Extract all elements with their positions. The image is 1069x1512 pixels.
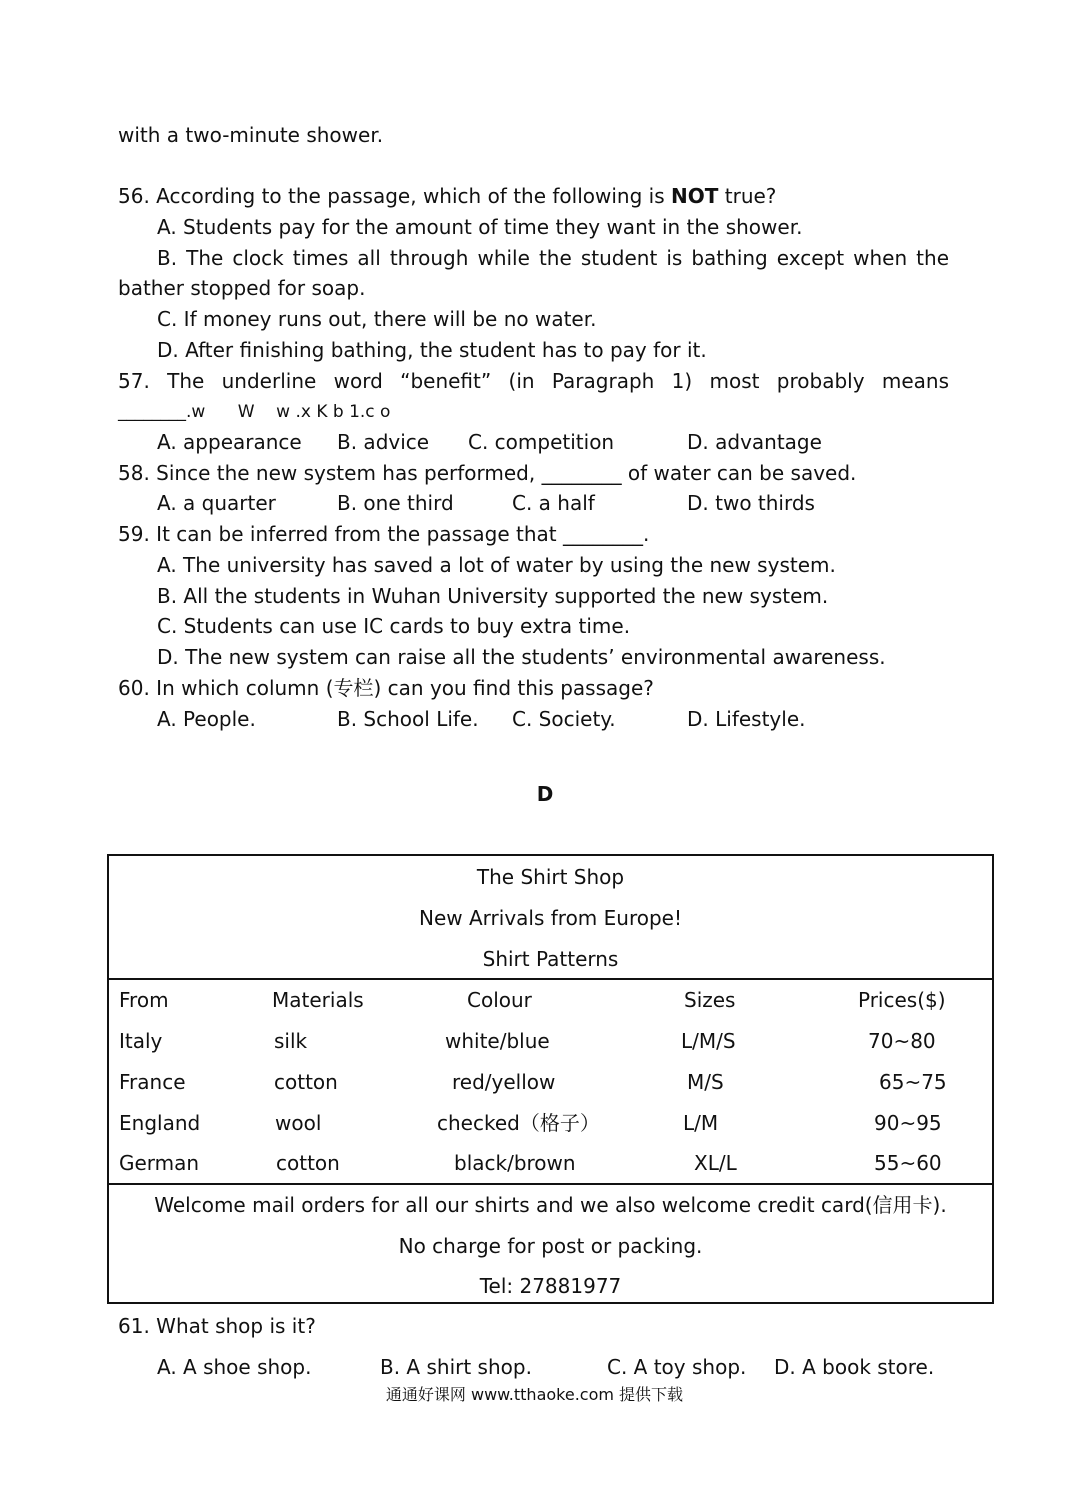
table-cell: cotton [274,1070,338,1094]
table-cell: 90~95 [874,1111,942,1135]
ad-note-no-charge: No charge for post or packing. [398,1234,703,1258]
table-cell: M/S [687,1070,724,1094]
question-59-option-b: B. All the students in Wuhan University supported the new system. [157,584,829,608]
question-60-option-d: D. Lifestyle. [687,707,806,731]
section-label: D [536,782,554,806]
question-57-stem-cont: ________.w W w .x K b 1.c o [118,402,391,422]
question-57-option-c: C. competition [468,430,615,454]
ad-note-mail-orders: Welcome mail orders for all our shirts and we also welcome credit card(信用卡). [154,1193,947,1217]
question-61-option-a: A. A shoe shop. [157,1355,312,1379]
table-cell: checked（格子） [437,1111,600,1135]
table-cell: 65~75 [879,1070,947,1094]
question-58-option-c: C. a half [512,491,595,515]
shirt-shop-ad [107,854,994,1304]
table-cell: white/blue [445,1029,550,1053]
passage-continuation: with a two-minute shower. [118,123,384,147]
question-56-stem [118,182,776,210]
question-58-stem: 58. Since the new system has performed, ________ of water can be saved. [118,461,857,485]
column-header-materials: Materials [272,988,364,1012]
table-cell: L/M/S [681,1029,736,1053]
table-cell: cotton [276,1151,340,1175]
ad-divider-bottom [109,1183,992,1185]
table-cell: wool [275,1111,322,1135]
table-cell: silk [274,1029,308,1053]
ad-subtitle: New Arrivals from Europe! [419,906,682,930]
question-57-stem: 57. The underline word “benefit” (in Paragraph 1) most probably means [118,369,949,393]
question-59-option-a: A. The university has saved a lot of water by using the new system. [157,553,836,577]
table-cell: England [119,1111,201,1135]
question-60-option-b: B. School Life. [337,707,479,731]
question-56-option-c: C. If money runs out, there will be no water. [157,307,597,331]
question-61-stem: 61. What shop is it? [118,1314,316,1338]
question-60-option-c: C. Society. [512,707,616,731]
table-cell: France [119,1070,186,1094]
table-cell: red/yellow [452,1070,556,1094]
question-61-option-c: C. A toy shop. [607,1355,747,1379]
table-cell: XL/L [694,1151,737,1175]
question-59-option-d: D. The new system can raise all the students’ environmental awareness. [157,645,886,669]
table-cell: Italy [119,1029,163,1053]
table-cell: 55~60 [874,1151,942,1175]
ad-title: The Shirt Shop [476,865,625,889]
column-header-from: From [119,988,169,1012]
table-cell: 70~80 [868,1029,936,1053]
question-59-option-c: C. Students can use IC cards to buy extra time. [157,614,631,638]
ad-divider-top [109,978,992,980]
table-cell: L/M [683,1111,719,1135]
table-cell: black/brown [454,1151,576,1175]
ad-heading: Shirt Patterns [482,947,619,971]
question-57-option-a: A. appearance [157,430,302,454]
question-58-option-a: A. a quarter [157,491,276,515]
question-56-stem-pre: 56. According to the passage, which of the following is [118,184,671,208]
ad-telephone: Tel: 27881977 [479,1274,622,1298]
question-60-stem: 60. In which column (专栏) can you find this passage? [118,676,654,700]
question-58-option-b: B. one third [337,491,454,515]
page-footer: 通通好课网 www.tthaoke.com 提供下载 [385,1385,684,1404]
question-56-option-b-cont: bather stopped for soap. [118,276,366,300]
question-57-option-d: D. advantage [687,430,822,454]
question-58-option-d: D. two thirds [687,491,815,515]
question-61-option-d: D. A book store. [774,1355,935,1379]
question-56-stem-bold: NOT [671,184,719,208]
question-57-option-b: B. advice [337,430,430,454]
question-56-option-a: A. Students pay for the amount of time they want in the shower. [157,215,803,239]
question-56-option-d: D. After finishing bathing, the student has to pay for it. [157,338,707,362]
question-56-stem-post: true? [718,184,777,208]
question-60-option-a: A. People. [157,707,256,731]
question-61-option-b: B. A shirt shop. [380,1355,532,1379]
column-header-sizes: Sizes [684,988,736,1012]
column-header-prices: Prices($) [858,988,946,1012]
question-59-stem: 59. It can be inferred from the passage that ________. [118,522,650,546]
column-header-colour: Colour [467,988,532,1012]
table-cell: German [119,1151,200,1175]
question-56-option-b: B. The clock times all through while the student is bathing except when the [157,246,949,270]
